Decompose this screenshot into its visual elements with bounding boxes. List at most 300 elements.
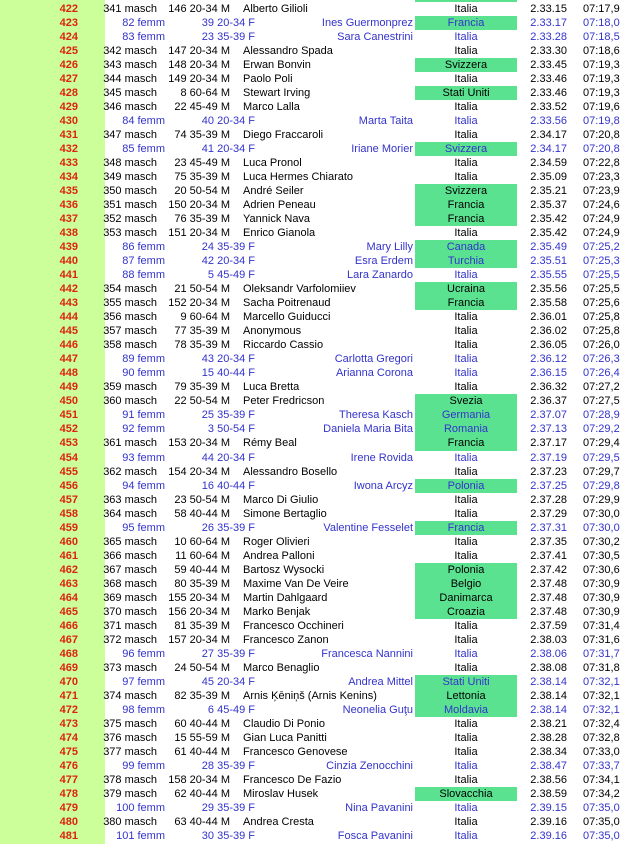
category-cell: 349 masch bbox=[103, 171, 157, 184]
category-cell: 359 masch bbox=[103, 381, 157, 394]
category-cell: 369 masch bbox=[103, 591, 157, 604]
position-cell: 470 bbox=[59, 675, 78, 688]
pace-cell: 07:25,2 bbox=[583, 241, 620, 254]
time-cell: 2.36.02 bbox=[530, 325, 567, 338]
pace-cell: 07:19,3 bbox=[583, 87, 620, 100]
pace-cell: 07:28,9 bbox=[583, 409, 620, 422]
pace-cell: 07:19,8 bbox=[583, 115, 620, 128]
name-cell: Francesco Zanon bbox=[243, 633, 329, 646]
category-cell: 99 femm bbox=[122, 759, 165, 772]
pace-cell: 07:32,1 bbox=[583, 689, 620, 702]
country-cell: Italia bbox=[454, 773, 478, 786]
time-cell: 2.38.56 bbox=[530, 773, 567, 786]
time-cell: 2.37.35 bbox=[530, 535, 567, 548]
age-group-cell: 5 45-49 F bbox=[207, 269, 255, 282]
country-cell: Danimarca bbox=[415, 591, 517, 605]
category-cell: 354 masch bbox=[103, 283, 157, 296]
position-cell: 480 bbox=[59, 815, 78, 828]
age-group-cell: 79 35-39 M bbox=[174, 381, 230, 394]
category-cell: 88 femm bbox=[122, 269, 165, 282]
age-group-cell: 77 35-39 M bbox=[174, 325, 230, 338]
table-row bbox=[0, 549, 639, 563]
pace-cell: 07:32,1 bbox=[583, 675, 620, 688]
age-group-cell: 20 50-54 M bbox=[174, 185, 230, 198]
position-cell: 450 bbox=[59, 395, 78, 408]
name-cell: Fosca Pavanini bbox=[337, 829, 413, 842]
category-cell: 86 femm bbox=[122, 241, 165, 254]
category-cell: 362 masch bbox=[103, 465, 157, 478]
time-cell: 2.35.56 bbox=[530, 283, 567, 296]
time-cell: 2.37.25 bbox=[530, 479, 567, 492]
position-cell: 446 bbox=[59, 339, 78, 352]
age-group-cell: 151 20-34 M bbox=[168, 227, 230, 240]
time-cell: 2.35.42 bbox=[530, 227, 567, 240]
country-cell: Italia bbox=[454, 829, 478, 842]
age-group-cell: 16 40-44 F bbox=[201, 479, 255, 492]
name-cell: Iwona Arcyz bbox=[353, 479, 413, 492]
position-cell: 459 bbox=[59, 521, 78, 534]
country-cell: Francia bbox=[415, 198, 517, 212]
age-group-cell: 146 20-34 M bbox=[168, 3, 230, 15]
position-cell: 464 bbox=[59, 591, 78, 604]
table-row bbox=[0, 815, 639, 829]
country-cell: Francia bbox=[415, 16, 517, 30]
name-cell: Theresa Kasch bbox=[339, 409, 413, 422]
name-cell: Nina Pavanini bbox=[345, 801, 413, 814]
country-cell: Italia bbox=[454, 801, 478, 814]
category-cell: 345 masch bbox=[103, 87, 157, 100]
age-group-cell: 59 40-44 M bbox=[174, 563, 230, 576]
table-row bbox=[0, 352, 639, 366]
time-cell: 2.37.28 bbox=[530, 493, 567, 506]
pace-cell: 07:25,5 bbox=[583, 269, 620, 282]
time-cell: 2.38.08 bbox=[530, 661, 567, 674]
age-group-cell: 158 20-34 M bbox=[168, 773, 230, 786]
age-group-cell: 60 40-44 M bbox=[174, 717, 230, 730]
age-group-cell: 3 50-54 F bbox=[207, 423, 255, 436]
country-cell: Romania bbox=[415, 422, 517, 436]
time-cell: 2.39.15 bbox=[530, 801, 567, 814]
country-cell: Italia bbox=[454, 3, 478, 15]
age-group-cell: 23 35-39 F bbox=[201, 31, 255, 44]
table-row bbox=[0, 479, 639, 493]
time-cell: 2.35.55 bbox=[530, 269, 567, 282]
category-cell: 346 masch bbox=[103, 101, 157, 114]
pace-cell: 07:17,9 bbox=[583, 3, 620, 15]
table-row bbox=[0, 128, 639, 142]
country-cell: Croazia bbox=[415, 605, 517, 619]
table-row bbox=[0, 801, 639, 815]
country-cell: Italia bbox=[454, 619, 478, 632]
table-row bbox=[0, 493, 639, 507]
pace-cell: 07:27,2 bbox=[583, 381, 620, 394]
category-cell: 374 masch bbox=[103, 689, 157, 702]
category-cell: 93 femm bbox=[122, 451, 165, 464]
name-cell: Francesco Occhineri bbox=[243, 619, 344, 632]
time-cell: 2.33.52 bbox=[530, 101, 567, 114]
time-cell: 2.35.58 bbox=[530, 297, 567, 310]
category-cell: 89 femm bbox=[122, 353, 165, 366]
position-cell: 428 bbox=[59, 87, 78, 100]
country-cell: Italia bbox=[454, 815, 478, 828]
table-row bbox=[0, 563, 639, 577]
time-cell: 2.37.17 bbox=[530, 437, 567, 450]
position-cell: 478 bbox=[59, 787, 78, 800]
pace-cell: 07:26,3 bbox=[583, 353, 620, 366]
country-cell: Moldavia bbox=[415, 703, 517, 717]
category-cell: 95 femm bbox=[122, 521, 165, 534]
time-cell: 2.33.46 bbox=[530, 73, 567, 86]
time-cell: 2.38.34 bbox=[530, 745, 567, 758]
time-cell: 2.37.42 bbox=[530, 563, 567, 576]
position-cell: 465 bbox=[59, 605, 78, 618]
position-cell: 463 bbox=[59, 577, 78, 590]
table-row bbox=[0, 268, 639, 282]
time-cell: 2.35.21 bbox=[530, 185, 567, 198]
age-group-cell: 29 35-39 F bbox=[201, 801, 255, 814]
name-cell: Bartosz Wysocki bbox=[243, 563, 325, 576]
position-cell: 461 bbox=[59, 549, 78, 562]
table-row bbox=[0, 226, 639, 240]
category-cell: 357 masch bbox=[103, 325, 157, 338]
name-cell: Paolo Poli bbox=[243, 73, 293, 86]
name-cell: Alessandro Bosello bbox=[243, 465, 338, 478]
pace-cell: 07:25,8 bbox=[583, 311, 620, 324]
table-row bbox=[0, 30, 639, 44]
age-group-cell: 81 35-39 M bbox=[174, 619, 230, 632]
age-group-cell: 27 35-39 F bbox=[201, 647, 255, 660]
age-group-cell: 41 20-34 F bbox=[201, 143, 255, 156]
country-cell: Francia bbox=[415, 212, 517, 226]
age-group-cell: 149 20-34 M bbox=[168, 73, 230, 86]
name-cell: Mary Lilly bbox=[366, 241, 413, 254]
name-cell: Rémy Beal bbox=[243, 437, 297, 450]
country-cell: Italia bbox=[454, 311, 478, 324]
position-cell: 472 bbox=[59, 703, 78, 716]
country-cell: Italia bbox=[454, 115, 478, 128]
time-cell: 2.38.14 bbox=[530, 703, 567, 716]
time-cell: 2.37.48 bbox=[530, 591, 567, 604]
table-row bbox=[0, 591, 639, 605]
position-cell: 425 bbox=[59, 45, 78, 58]
age-group-cell: 62 40-44 M bbox=[174, 787, 230, 800]
category-cell: 377 masch bbox=[103, 745, 157, 758]
name-cell: Riccardo Cassio bbox=[243, 339, 324, 352]
position-cell: 466 bbox=[59, 619, 78, 632]
time-cell: 2.37.48 bbox=[530, 577, 567, 590]
time-cell: 2.39.16 bbox=[530, 815, 567, 828]
age-group-cell: 23 50-54 M bbox=[174, 493, 230, 506]
table-row bbox=[0, 759, 639, 773]
pace-cell: 07:31,8 bbox=[583, 661, 620, 674]
name-cell: Luca Bretta bbox=[243, 381, 300, 394]
name-cell: Roger Olivieri bbox=[243, 535, 310, 548]
table-row bbox=[0, 619, 639, 633]
pace-cell: 07:23,3 bbox=[583, 171, 620, 184]
age-group-cell: 8 60-64 M bbox=[180, 87, 230, 100]
age-group-cell: 6 45-49 F bbox=[207, 703, 255, 716]
age-group-cell: 22 50-54 M bbox=[174, 395, 230, 408]
time-cell: 2.38.14 bbox=[530, 689, 567, 702]
name-cell: Arnis Ķēniņš (Arnis Kenins) bbox=[243, 689, 377, 702]
category-cell: 347 masch bbox=[103, 129, 157, 142]
category-cell: 363 masch bbox=[103, 493, 157, 506]
country-cell: Stati Uniti bbox=[415, 86, 517, 100]
table-row bbox=[0, 198, 639, 212]
position-cell: 424 bbox=[59, 31, 78, 44]
name-cell: Marco Di Giulio bbox=[243, 493, 319, 506]
name-cell: Francesco Genovese bbox=[243, 745, 348, 758]
country-cell: Italia bbox=[454, 451, 478, 464]
position-cell: 438 bbox=[59, 227, 78, 240]
pace-cell: 07:30,9 bbox=[583, 605, 620, 618]
age-group-cell: 24 50-54 M bbox=[174, 661, 230, 674]
name-cell: Lara Zanardo bbox=[346, 269, 413, 282]
pace-cell: 07:30,6 bbox=[583, 563, 620, 576]
age-group-cell: 22 45-49 M bbox=[174, 101, 230, 114]
category-cell: 91 femm bbox=[122, 409, 165, 422]
name-cell: Miroslav Husek bbox=[243, 787, 319, 800]
name-cell: Cinzia Zenocchini bbox=[326, 759, 413, 772]
table-row bbox=[0, 465, 639, 479]
position-cell: 471 bbox=[59, 689, 78, 702]
age-group-cell: 147 20-34 M bbox=[168, 45, 230, 58]
name-cell: Stewart Irving bbox=[243, 87, 311, 100]
pace-cell: 07:30,9 bbox=[583, 577, 620, 590]
category-cell: 94 femm bbox=[122, 479, 165, 492]
table-row bbox=[0, 156, 639, 170]
category-cell: 376 masch bbox=[103, 731, 157, 744]
table-row bbox=[0, 605, 639, 619]
name-cell: Martin Dahlgaard bbox=[243, 591, 328, 604]
time-cell: 2.37.23 bbox=[530, 465, 567, 478]
country-cell: Ucraina bbox=[415, 282, 517, 296]
table-row bbox=[0, 422, 639, 436]
category-cell: 85 femm bbox=[122, 143, 165, 156]
category-cell: 97 femm bbox=[122, 675, 165, 688]
name-cell: Sara Canestrini bbox=[337, 31, 413, 44]
pace-cell: 07:33,7 bbox=[583, 759, 620, 772]
age-group-cell: 150 20-34 M bbox=[168, 199, 230, 212]
table-row bbox=[0, 380, 639, 394]
position-cell: 423 bbox=[59, 17, 78, 30]
pace-cell: 07:29,7 bbox=[583, 465, 620, 478]
category-cell: 356 masch bbox=[103, 311, 157, 324]
age-group-cell: 40 20-34 F bbox=[201, 115, 255, 128]
name-cell: Ines Guermonprez bbox=[321, 17, 413, 30]
country-cell: Svizzera bbox=[415, 142, 517, 156]
position-cell: 431 bbox=[59, 129, 78, 142]
table-row bbox=[0, 773, 639, 787]
pace-cell: 07:29,4 bbox=[583, 437, 620, 450]
time-cell: 2.34.17 bbox=[530, 129, 567, 142]
country-cell: Svezia bbox=[415, 394, 517, 408]
category-cell: 364 masch bbox=[103, 507, 157, 520]
pace-cell: 07:23,9 bbox=[583, 185, 620, 198]
table-row bbox=[0, 212, 639, 226]
pace-cell: 07:35,0 bbox=[583, 829, 620, 842]
table-row bbox=[0, 507, 639, 521]
time-cell: 2.33.30 bbox=[530, 45, 567, 58]
name-cell: Irene Rovida bbox=[350, 451, 413, 464]
country-cell: Italia bbox=[454, 353, 478, 366]
position-cell: 444 bbox=[59, 311, 78, 324]
time-cell: 2.33.28 bbox=[530, 31, 567, 44]
age-group-cell: 76 35-39 M bbox=[174, 213, 230, 226]
name-cell: André Seiler bbox=[243, 185, 304, 198]
table-row bbox=[0, 72, 639, 86]
position-cell: 453 bbox=[59, 437, 78, 450]
age-group-cell: 80 35-39 M bbox=[174, 577, 230, 590]
name-cell: Marcello Guiducci bbox=[243, 311, 331, 324]
category-cell: 84 femm bbox=[122, 115, 165, 128]
position-cell: 430 bbox=[59, 115, 78, 128]
time-cell: 2.38.21 bbox=[530, 717, 567, 730]
name-cell: Luca Hermes Chiarato bbox=[243, 171, 354, 184]
age-group-cell: 30 35-39 F bbox=[201, 829, 255, 842]
position-cell: 457 bbox=[59, 493, 78, 506]
country-cell: Italia bbox=[454, 661, 478, 674]
table-row bbox=[0, 436, 639, 450]
name-cell: Carlotta Gregori bbox=[334, 353, 413, 366]
country-cell: Lettonia bbox=[415, 689, 517, 703]
country-cell: Italia bbox=[454, 759, 478, 772]
name-cell: Luca Pronol bbox=[243, 157, 302, 170]
time-cell: 2.33.46 bbox=[530, 87, 567, 100]
position-cell: 475 bbox=[59, 745, 78, 758]
age-group-cell: 153 20-34 M bbox=[168, 437, 230, 450]
table-row bbox=[0, 58, 639, 72]
position-cell: 451 bbox=[59, 409, 78, 422]
position-cell: 422 bbox=[59, 3, 78, 15]
age-group-cell: 75 35-39 M bbox=[174, 171, 230, 184]
time-cell: 2.37.13 bbox=[530, 423, 567, 436]
name-cell: Marta Taita bbox=[358, 115, 413, 128]
country-cell: Italia bbox=[454, 717, 478, 730]
country-cell: Italia bbox=[454, 129, 478, 142]
position-cell: 455 bbox=[59, 465, 78, 478]
position-cell: 469 bbox=[59, 661, 78, 674]
time-cell: 2.37.07 bbox=[530, 409, 567, 422]
category-cell: 355 masch bbox=[103, 297, 157, 310]
table-row bbox=[0, 829, 639, 843]
country-cell: Italia bbox=[454, 633, 478, 646]
time-cell: 2.38.06 bbox=[530, 647, 567, 660]
time-cell: 2.38.59 bbox=[530, 787, 567, 800]
time-cell: 2.35.37 bbox=[530, 199, 567, 212]
time-cell: 2.35.42 bbox=[530, 213, 567, 226]
time-cell: 2.36.37 bbox=[530, 395, 567, 408]
table-row bbox=[0, 254, 639, 268]
country-cell: Italia bbox=[454, 31, 478, 44]
time-cell: 2.37.31 bbox=[530, 521, 567, 534]
age-group-cell: 21 50-54 M bbox=[174, 283, 230, 296]
position-cell: 460 bbox=[59, 535, 78, 548]
name-cell: Francesca Nannini bbox=[321, 647, 413, 660]
table-row bbox=[0, 577, 639, 591]
country-cell: Polonia bbox=[415, 563, 517, 577]
position-cell: 476 bbox=[59, 759, 78, 772]
age-group-cell: 155 20-34 M bbox=[168, 591, 230, 604]
category-cell: 373 masch bbox=[103, 661, 157, 674]
age-group-cell: 23 45-49 M bbox=[174, 157, 230, 170]
position-cell: 447 bbox=[59, 353, 78, 366]
table-row bbox=[0, 2, 639, 16]
position-cell: 441 bbox=[59, 269, 78, 282]
country-cell: Italia bbox=[454, 465, 478, 478]
age-group-cell: 157 20-34 M bbox=[168, 633, 230, 646]
pace-cell: 07:24,9 bbox=[583, 227, 620, 240]
position-cell: 435 bbox=[59, 185, 78, 198]
table-row bbox=[0, 240, 639, 254]
name-cell: Anonymous bbox=[243, 325, 302, 338]
country-cell: Italia bbox=[454, 535, 478, 548]
pace-cell: 07:29,8 bbox=[583, 479, 620, 492]
pace-cell: 07:30,0 bbox=[583, 521, 620, 534]
country-cell: Francia bbox=[415, 521, 517, 535]
time-cell: 2.37.48 bbox=[530, 605, 567, 618]
time-cell: 2.39.16 bbox=[530, 829, 567, 842]
name-cell: Arianna Corona bbox=[335, 367, 413, 380]
category-cell: 375 masch bbox=[103, 717, 157, 730]
position-cell: 452 bbox=[59, 423, 78, 436]
table-row bbox=[0, 535, 639, 549]
category-cell: 92 femm bbox=[122, 423, 165, 436]
country-cell: Svizzera bbox=[415, 58, 517, 72]
pace-cell: 07:24,6 bbox=[583, 199, 620, 212]
category-cell: 352 masch bbox=[103, 213, 157, 226]
category-cell: 341 masch bbox=[103, 3, 157, 15]
category-cell: 83 femm bbox=[122, 31, 165, 44]
pace-cell: 07:31,7 bbox=[583, 647, 620, 660]
country-cell: Italia bbox=[454, 381, 478, 394]
pace-cell: 07:18,6 bbox=[583, 45, 620, 58]
position-cell: 426 bbox=[59, 59, 78, 72]
time-cell: 2.33.15 bbox=[530, 3, 567, 15]
time-cell: 2.37.59 bbox=[530, 619, 567, 632]
pace-cell: 07:32,1 bbox=[583, 703, 620, 716]
position-cell: 467 bbox=[59, 633, 78, 646]
time-cell: 2.34.17 bbox=[530, 143, 567, 156]
time-cell: 2.36.01 bbox=[530, 311, 567, 324]
name-cell: Marko Benjak bbox=[243, 605, 311, 618]
position-cell: 437 bbox=[59, 213, 78, 226]
country-cell: Italia bbox=[454, 227, 478, 240]
table-row bbox=[0, 394, 639, 408]
table-row bbox=[0, 731, 639, 745]
time-cell: 2.37.41 bbox=[530, 549, 567, 562]
time-cell: 2.38.03 bbox=[530, 633, 567, 646]
age-group-cell: 24 35-39 F bbox=[201, 241, 255, 254]
position-cell: 434 bbox=[59, 171, 78, 184]
category-cell: 367 masch bbox=[103, 563, 157, 576]
pace-cell: 07:30,0 bbox=[583, 507, 620, 520]
position-cell: 468 bbox=[59, 647, 78, 660]
position-cell: 445 bbox=[59, 325, 78, 338]
category-cell: 353 masch bbox=[103, 227, 157, 240]
pace-cell: 07:32,8 bbox=[583, 731, 620, 744]
country-cell: Francia bbox=[415, 436, 517, 450]
position-cell: 432 bbox=[59, 143, 78, 156]
pace-cell: 07:29,5 bbox=[583, 451, 620, 464]
country-cell: Italia bbox=[454, 745, 478, 758]
category-cell: 82 femm bbox=[122, 17, 165, 30]
category-cell: 348 masch bbox=[103, 157, 157, 170]
category-cell: 360 masch bbox=[103, 395, 157, 408]
pace-cell: 07:19,3 bbox=[583, 59, 620, 72]
table-row bbox=[0, 521, 639, 535]
name-cell: Marco Benaglio bbox=[243, 661, 320, 674]
